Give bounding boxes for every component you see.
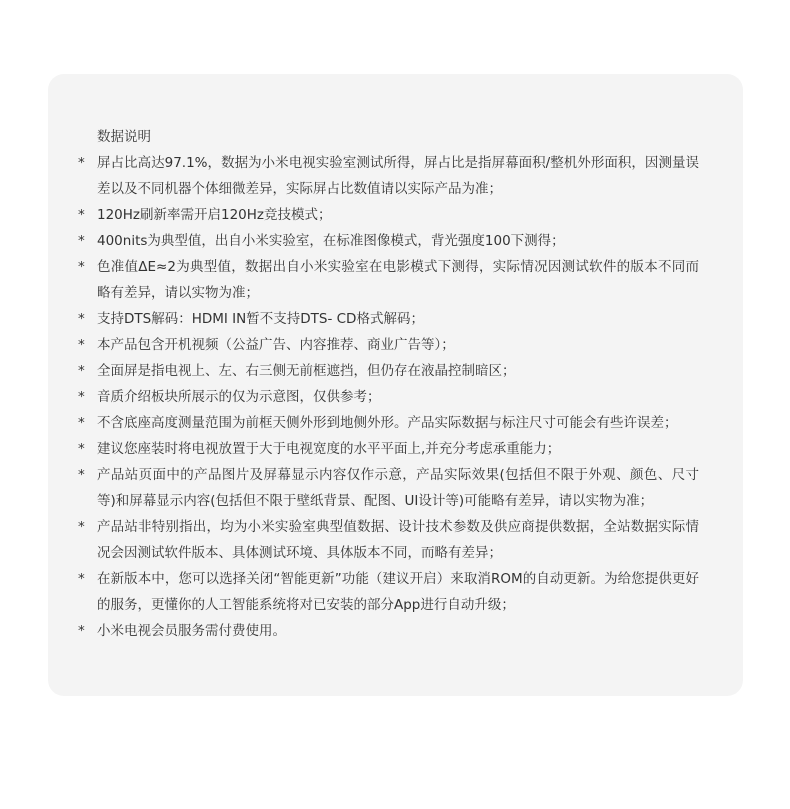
note-text: 小米电视会员服务需付费使用。 bbox=[97, 623, 286, 639]
note-item bbox=[78, 358, 699, 384]
note-item bbox=[78, 228, 699, 254]
note-text: 屏占比高达97.1%，数据为小米电视实验室测试所得，屏占比是指屏幕面积/整机外形面积，因测量误差以及不同机器个体细微差异，实际屏占比数值请以实际产品为准； bbox=[97, 155, 699, 197]
note-item bbox=[78, 514, 699, 566]
note-text: 产品站页面中的产品图片及屏幕显示内容仅作示意，产品实际效果(包括但不限于外观、颜色、尺寸等)和屏幕显示内容(包括但不限于壁纸背景、配图、UI设计等)可能略有差异，请以实物为准； bbox=[97, 467, 699, 509]
note-text: 音质介绍板块所展示的仅为示意图，仅供参考； bbox=[97, 389, 381, 405]
asterisk-bullet-icon: * bbox=[78, 571, 85, 587]
note-text: 产品站非特别指出，均为小米实验室典型值数据、设计技术参数及供应商提供数据，全站数据实际情况会因测试软件版本、具体测试环境、具体版本不同，而略有差异； bbox=[97, 519, 699, 561]
note-text: 本产品包含开机视频（公益广告、内容推荐、商业广告等）； bbox=[97, 337, 455, 353]
note-item bbox=[78, 150, 699, 202]
note-item bbox=[78, 306, 699, 332]
asterisk-bullet-icon: * bbox=[78, 441, 85, 457]
note-text: 全面屏是指电视上、左、右三侧无前框遮挡，但仍存在液晶控制暗区； bbox=[97, 363, 516, 379]
note-item bbox=[78, 332, 699, 358]
note-item bbox=[78, 202, 699, 228]
note-item bbox=[78, 566, 699, 618]
asterisk-bullet-icon: * bbox=[78, 623, 85, 639]
asterisk-bullet-icon: * bbox=[78, 519, 85, 535]
note-item bbox=[78, 410, 699, 436]
note-text: 色准值ΔE≈2为典型值，数据出自小米实验室在电影模式下测得，实际情况因测试软件的版本不同而略有差异，请以实物为准； bbox=[97, 259, 699, 301]
data-notes-panel bbox=[48, 74, 743, 696]
asterisk-bullet-icon: * bbox=[78, 363, 85, 379]
note-text: 支持DTS解码：HDMI IN暂不支持DTS- CD格式解码； bbox=[97, 311, 424, 327]
asterisk-bullet-icon: * bbox=[78, 259, 85, 275]
note-text: 不含底座高度测量范围为前框天侧外形到地侧外形。产品实际数据与标注尺寸可能会有些许误差； bbox=[97, 415, 678, 431]
note-item bbox=[78, 462, 699, 514]
note-text: 400nits为典型值，出自小米实验室，在标准图像模式，背光强度100下测得； bbox=[97, 233, 565, 249]
panel-title: 数据说明 bbox=[97, 129, 151, 145]
note-text: 建议您座装时将电视放置于大于电视宽度的水平平面上,并充分考虑承重能力； bbox=[97, 441, 561, 457]
note-item bbox=[78, 254, 699, 306]
asterisk-bullet-icon: * bbox=[78, 467, 85, 483]
asterisk-bullet-icon: * bbox=[78, 389, 85, 405]
asterisk-bullet-icon: * bbox=[78, 311, 85, 327]
note-text: 在新版本中，您可以选择关闭“智能更新”功能（建议开启）来取消ROM的自动更新。为给您提供更好的服务，更懂你的人工智能系统将对已安装的部分App进行自动升级； bbox=[97, 571, 699, 613]
asterisk-bullet-icon: * bbox=[78, 233, 85, 249]
notes-list bbox=[78, 150, 699, 644]
note-item bbox=[78, 436, 699, 462]
asterisk-bullet-icon: * bbox=[78, 337, 85, 353]
asterisk-bullet-icon: * bbox=[78, 155, 85, 171]
asterisk-bullet-icon: * bbox=[78, 207, 85, 223]
asterisk-bullet-icon: * bbox=[78, 415, 85, 431]
note-item bbox=[78, 384, 699, 410]
note-text: 120Hz刷新率需开启120Hz竞技模式； bbox=[97, 207, 332, 223]
note-item bbox=[78, 618, 699, 644]
